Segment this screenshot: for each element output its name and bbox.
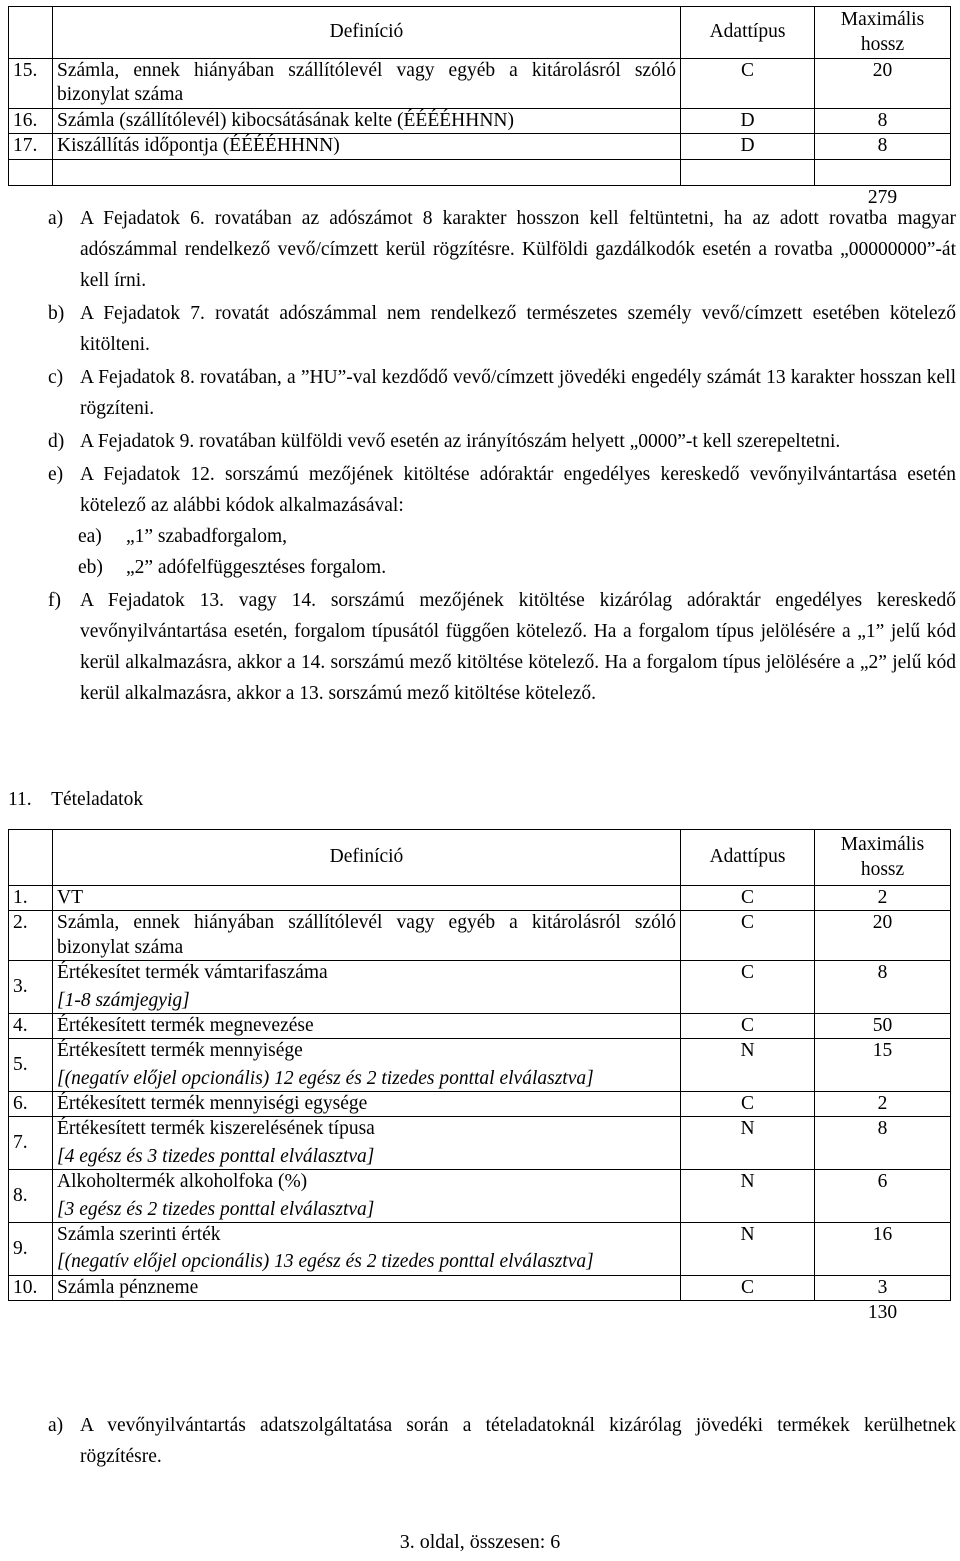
table-row (9, 1117, 951, 1170)
row-number: 1. (9, 886, 53, 911)
table-row (9, 59, 951, 109)
row-datatype: C (681, 961, 815, 1014)
row-number: 9. (9, 1222, 53, 1275)
row-datatype: C (681, 1092, 815, 1117)
row-definition-text: VT (57, 887, 83, 908)
row-datatype: C (681, 911, 815, 961)
row-definition (53, 911, 681, 961)
note-text: A Fejadatok 12. sorszámú mezőjének kitöltése adóraktár engedélyes kereskedő vevőnyilvántartása esetén kötelező az alábbi kódok alkalmazásával: (80, 464, 956, 516)
note-item (48, 1410, 956, 1472)
table-item-data (8, 829, 951, 1325)
row-definition: Számla (szállítólevél) kibocsátásának kelte (ÉÉÉÉHHNN) (53, 108, 681, 133)
note-label: f) (48, 590, 61, 611)
table-empty-row (9, 159, 951, 185)
row-definition (53, 1039, 681, 1092)
note-label: b) (48, 303, 65, 324)
note-label: c) (48, 367, 64, 388)
subnote-text: „2” adófelfüggesztéses forgalom. (126, 557, 387, 578)
note-item (48, 426, 956, 457)
notes-item-data (48, 1410, 956, 1472)
table-row (9, 911, 951, 961)
row-definition (53, 886, 681, 911)
row-definition-text: Számla pénzneme (57, 1276, 199, 1298)
row-max-length: 50 (815, 1013, 951, 1038)
row-number: 10. (9, 1275, 53, 1300)
note-item (48, 203, 956, 296)
note-label: a) (48, 1415, 64, 1436)
row-definition-format: [(negatív előjel opcionális) 13 egész és 2 tizedes ponttal elválasztva] (57, 1251, 594, 1273)
row-definition-format: [4 egész és 3 tizedes ponttal elválasztva] (57, 1145, 375, 1167)
row-number: 15. (9, 59, 53, 109)
table-row (9, 961, 951, 1014)
table-row (9, 886, 951, 911)
row-definition (53, 1275, 681, 1300)
row-definition-text: Alkoholtermék alkoholfoka (%) (57, 1171, 308, 1193)
row-datatype: C (681, 886, 815, 911)
table-row (9, 108, 951, 133)
total-length: 279 (867, 186, 898, 208)
header-datatype: Adattípus (681, 830, 815, 886)
table-row (9, 1039, 951, 1092)
row-number: 17. (9, 134, 53, 159)
row-number: 4. (9, 1013, 53, 1038)
row-definition-format: [3 egész és 2 tizedes ponttal elválasztva] (57, 1198, 375, 1220)
row-definition (53, 1092, 681, 1117)
row-number: 7. (9, 1117, 53, 1170)
header-max-length: Maximális hossz (815, 7, 951, 59)
section-title: Tételadatok (51, 789, 144, 810)
table-total-row (9, 1301, 951, 1326)
header-number-cell (9, 7, 53, 59)
row-number: 5. (9, 1039, 53, 1092)
row-definition-format: [1-8 számjegyig] (57, 989, 190, 1011)
row-max-length: 16 (815, 1222, 951, 1275)
note-label: e) (48, 464, 64, 485)
row-definition-text: Számla, ennek hiányában szállítólevél vagy egyéb a kitárolásról szóló bizonylat száma (57, 912, 676, 958)
section-heading (8, 784, 143, 815)
row-definition: Számla, ennek hiányában szállítólevél vagy egyéb a kitárolásról szóló bizonylat száma (53, 59, 681, 109)
row-definition-text: Értékesített termék mennyisége (57, 1040, 303, 1062)
subnote-text: „1” szabadforgalom, (126, 526, 287, 547)
table-row (9, 1092, 951, 1117)
table-header-row (9, 7, 951, 59)
row-max-length: 8 (815, 108, 951, 133)
note-text: A Fejadatok 9. rovatában külföldi vevő esetén az irányítószám helyett „0000”-t kell szerepeltetni. (80, 431, 841, 452)
row-datatype: D (681, 134, 815, 159)
table-row (9, 1222, 951, 1275)
header-datatype: Adattípus (681, 7, 815, 59)
row-max-length: 8 (815, 1117, 951, 1170)
row-max-length: 15 (815, 1039, 951, 1092)
row-number: 2. (9, 911, 53, 961)
subnote-item (48, 552, 956, 583)
row-number: 6. (9, 1092, 53, 1117)
note-text: A Fejadatok 6. rovatában az adószámot 8 karakter hosszon kell feltüntetni, ha az adott rovatba magyar adószámmal rendelkező vevő/címzett kerül rögzítésre. Külföldi gazdálkodók esetén a rovatba „00000000”-át kell írni. (80, 208, 956, 291)
row-definition-text: Értékesített termék megnevezése (57, 1014, 314, 1036)
row-datatype: C (681, 59, 815, 109)
section-number: 11. (8, 789, 32, 810)
table-row (9, 1170, 951, 1223)
row-max-length: 8 (815, 134, 951, 159)
row-definition: Kiszállítás időpontja (ÉÉÉÉHHNN) (53, 134, 681, 159)
subnote-label: eb) (78, 557, 103, 578)
subnote-item (48, 521, 956, 552)
row-definition (53, 1170, 681, 1223)
note-text: A Fejadatok 7. rovatát adószámmal nem rendelkező természetes személy vevő/címzett esetében kötelező kitölteni. (80, 303, 956, 355)
note-text: A Fejadatok 8. rovatában, a ”HU”-val kezdődő vevő/címzett jövedéki engedély számát 13 karakter hosszan kell rögzíteni. (80, 367, 956, 419)
row-datatype: N (681, 1117, 815, 1170)
row-max-length: 2 (815, 886, 951, 911)
note-label: d) (48, 431, 65, 452)
header-number-cell (9, 830, 53, 886)
row-definition-text: Értékesített termék kiszerelésének típusa (57, 1118, 375, 1140)
note-item (48, 362, 956, 424)
row-max-length: 6 (815, 1170, 951, 1223)
header-definition: Definíció (53, 7, 681, 59)
note-item (48, 585, 956, 709)
total-length: 130 (867, 1302, 898, 1323)
row-datatype: C (681, 1013, 815, 1038)
note-label: a) (48, 208, 64, 229)
row-datatype: N (681, 1039, 815, 1092)
table-row (9, 134, 951, 159)
header-definition: Definíció (53, 830, 681, 886)
row-definition-format: [(negatív előjel opcionális) 12 egész és 2 tizedes ponttal elválasztva] (57, 1067, 594, 1089)
note-text: A vevőnyilvántartás adatszolgáltatása során a tételadatoknál kizárólag jövedéki termékek kerülhetnek rögzítésre. (80, 1415, 956, 1467)
note-item (48, 298, 956, 360)
page-footer: 3. oldal, összesen: 6 (399, 1531, 561, 1553)
row-max-length: 8 (815, 961, 951, 1014)
row-datatype: N (681, 1170, 815, 1223)
row-definition (53, 1013, 681, 1038)
row-max-length: 2 (815, 1092, 951, 1117)
header-max-length: Maximális hossz (815, 830, 951, 886)
row-definition-text: Értékesítet termék vámtarifaszáma (57, 962, 328, 984)
row-definition-text: Számla szerinti érték (57, 1223, 221, 1245)
row-datatype: D (681, 108, 815, 133)
row-datatype: N (681, 1222, 815, 1275)
note-item (48, 459, 956, 521)
row-definition-text: Értékesített termék mennyiségi egysége (57, 1093, 368, 1114)
notes-header-data (48, 203, 956, 709)
table-header-row (9, 830, 951, 886)
row-max-length: 3 (815, 1275, 951, 1300)
row-definition (53, 961, 681, 1014)
subnote-label: ea) (78, 526, 102, 547)
note-text: A Fejadatok 13. vagy 14. sorszámú mezőjének kitöltése kizárólag adóraktár engedélyes kereskedő vevőnyilvántartása esetén, forgalom típusától függően kötelező. Ha a forgalom típus jelölésére a „1” jelű kód kerül alkalmazásra, akkor a 14. sorszámú mező kitöltése kötelező. Ha a forgalom típus jelölésére a „2” jelű kód kerül alkalmazásra, akkor a 13. sorszámú mező kitöltése kötelező. (80, 590, 956, 704)
row-datatype: C (681, 1275, 815, 1300)
table-header-data-continued (8, 6, 951, 210)
row-max-length: 20 (815, 911, 951, 961)
table-row (9, 1275, 951, 1300)
row-number: 16. (9, 108, 53, 133)
row-definition (53, 1117, 681, 1170)
row-number: 8. (9, 1170, 53, 1223)
row-definition (53, 1222, 681, 1275)
row-number: 3. (9, 961, 53, 1014)
table-row (9, 1013, 951, 1038)
row-max-length: 20 (815, 59, 951, 109)
